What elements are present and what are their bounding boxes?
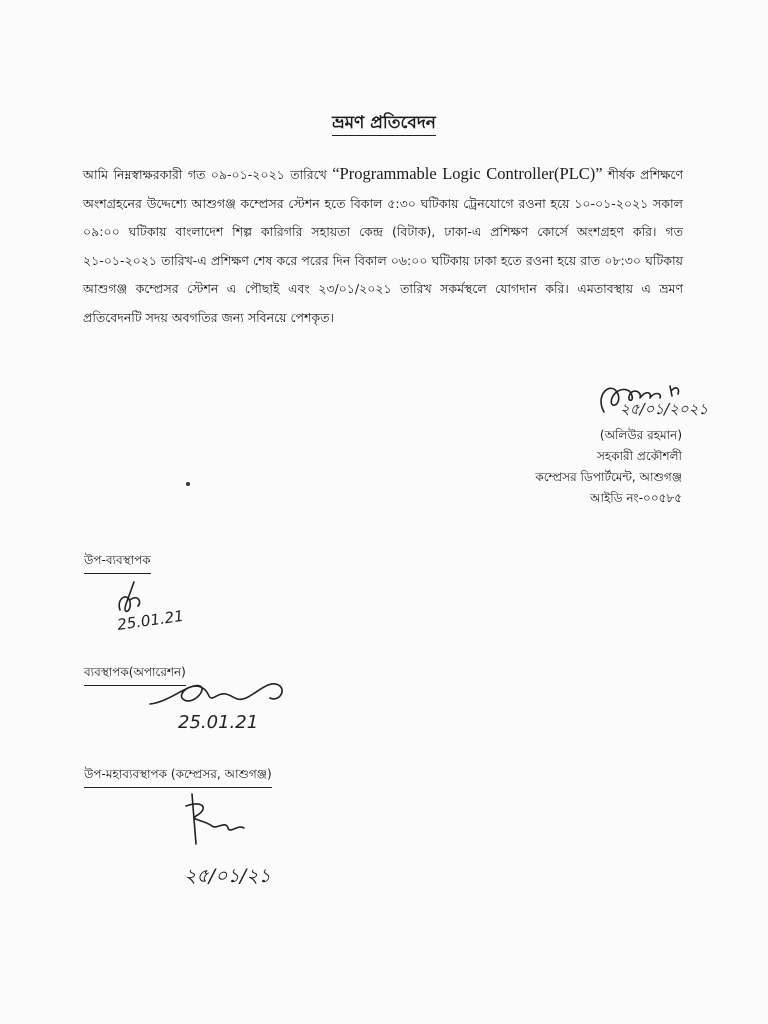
document-title bbox=[0, 110, 768, 138]
deputy-manager-signature bbox=[108, 572, 218, 642]
approval-label-dgm: উপ-মহাব্যবস্থাপক (কম্প্রেসর, আশুগঞ্জ) bbox=[84, 766, 272, 788]
signatory-id: আইডি নং-০০৫৮৫ bbox=[590, 491, 682, 505]
signatory-signature bbox=[590, 372, 768, 427]
dgm-date: ২৫/০১/২১ bbox=[184, 865, 271, 887]
signatory-department: কম্প্রেসর ডিপার্টমেন্ট, আশুগঞ্জ bbox=[535, 470, 682, 484]
course-name: “Programmable Logic Controller(PLC)” bbox=[332, 164, 603, 183]
manager-date: 25.01.21 bbox=[178, 712, 259, 733]
title-text: ভ্রমণ প্রতিবেদন bbox=[332, 113, 436, 136]
dgm-signature bbox=[166, 784, 326, 894]
report-body bbox=[83, 160, 683, 332]
deputy-manager-date: 25.01.21 bbox=[116, 606, 185, 634]
body-part-1: আমি নিম্নস্বাক্ষরকারী গত ০৯-০১-২০২১ তারিখে bbox=[83, 167, 333, 182]
manager-signature bbox=[130, 668, 310, 738]
signatory-name: (অলিউর রহমান) bbox=[599, 428, 682, 442]
signatory-block bbox=[535, 425, 682, 509]
approval-label-deputy-manager: উপ-ব্যবস্থাপক bbox=[84, 552, 151, 574]
approval-label-manager-operation: ব্যবস্থাপক(অপারেশন) bbox=[84, 664, 186, 686]
signatory-handwritten-date: ২৫/০১/২০২১ bbox=[620, 400, 709, 418]
body-part-2: শীর্ষক প্রশিক্ষণে অংশগ্রহনের উদ্দেশ্যে আশুগঞ্জ কম্প্রেসর স্টেশন হতে বিকাল ৫:৩০ ঘটিকায় ট্রেনযোগে রওনা হয়ে ১০-০১-২০২১ সকাল ০৯:০০ ঘটিকায় বাংলাদেশ শিল্প কারিগরি সহায়তা কেন্দ্র (বিটাক), ঢাকা-এ প্রশিক্ষণ কোর্সে অংশগ্রহণ করি। গত ২১-০১-২০২১ তারিখ-এ প্রশিক্ষণ শেষ করে পরের দিন বিকাল ০৬:০০ ঘটিকায় ঢাকা হতে রওনা হয়ে রাত ০৮:৩০ ঘটিকায় আশুগঞ্জ কম্প্রেসর স্টেশন এ পৌছাই এবং ২৩/০১/২০২১ তারিখ সকর্মস্থলে যোগদান করি। এমতাবস্থায় এ ভ্রমণ প্রতিবেদনটি সদয় অবগতির জন্য সবিনয়ে পেশকৃত। bbox=[83, 167, 684, 325]
ink-dot bbox=[186, 482, 190, 486]
signatory-designation: সহকারী প্রকৌশলী bbox=[596, 449, 682, 463]
